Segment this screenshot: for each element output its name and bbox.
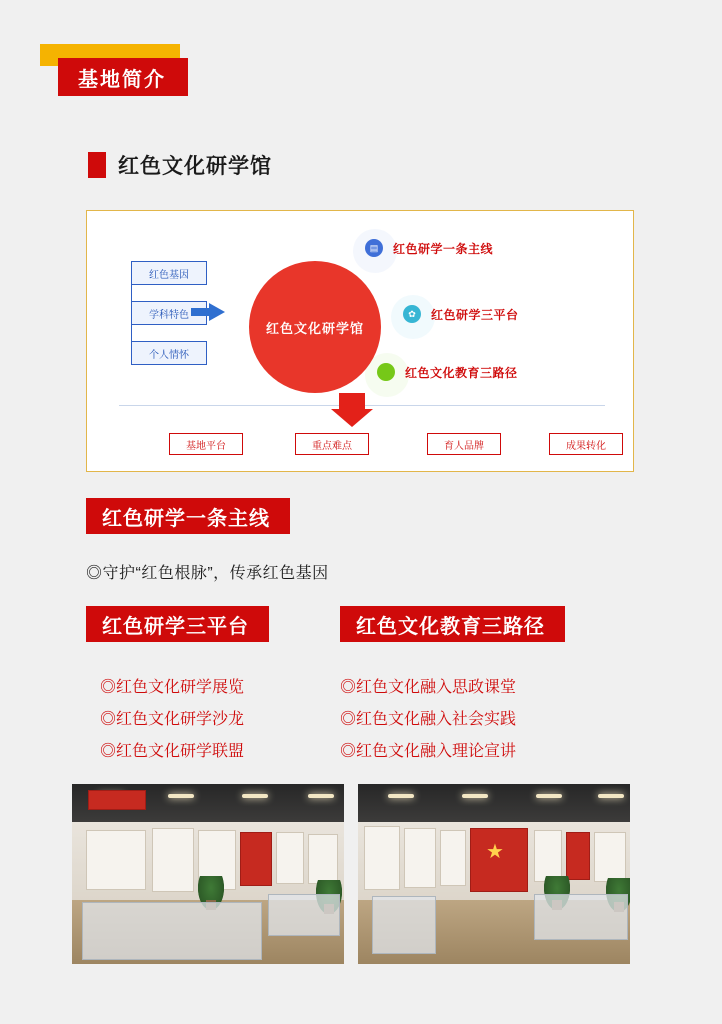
- document-icon: ▤: [365, 239, 383, 257]
- list-item: ◎红色文化融入理论宣讲: [340, 743, 517, 760]
- sub-heading-text: 红色文化研学馆: [118, 155, 272, 178]
- diagram-center-label: 红色文化研学馆: [265, 320, 364, 336]
- main-line-text: ◎守护“红色根脉”，传承红色基因: [86, 565, 329, 582]
- heading-three-platforms: [86, 606, 269, 642]
- heading-three-platforms-text: 红色研学三平台: [102, 615, 249, 638]
- blue-arrow-icon: [209, 303, 225, 321]
- exhibition-hall-photo-left: [72, 784, 344, 964]
- diagram-node-3: [377, 363, 518, 381]
- heading-main-line: [86, 498, 290, 534]
- diagram-bottom-box-4: 成果转化: [549, 433, 623, 455]
- red-block-icon: [88, 152, 106, 178]
- heading-three-paths: [340, 606, 565, 642]
- list-item: ◎红色文化研学展览: [100, 679, 245, 696]
- diagram-node-2: [403, 305, 519, 323]
- list-item: ◎红色文化研学沙龙: [100, 711, 245, 728]
- concept-diagram: [86, 210, 634, 472]
- section-title-text: 基地简介: [78, 68, 166, 91]
- diagram-node-1: [365, 239, 493, 257]
- diagram-left-box-2: 学科特色: [131, 301, 207, 325]
- leaf-icon: [377, 363, 395, 381]
- ceiling: [358, 784, 630, 822]
- list-item: ◎红色文化融入思政课堂: [340, 679, 517, 696]
- exhibition-hall-photo-right: ★: [358, 784, 630, 964]
- heading-three-paths-text: 红色文化教育三路径: [356, 615, 545, 638]
- section-title-ribbon: [58, 58, 188, 96]
- red-down-arrow-icon: [331, 393, 373, 427]
- diagram-center-circle: [249, 261, 381, 393]
- blue-arrow-tail: [191, 308, 211, 316]
- sub-heading: [88, 150, 272, 180]
- gear-icon: ✿: [403, 305, 421, 323]
- diagram-bottom-box-2: 重点难点: [295, 433, 369, 455]
- heading-main-line-text: 红色研学一条主线: [102, 507, 270, 530]
- diagram-node-1-label: 红色研学一条主线: [393, 241, 494, 256]
- diagram-left-box-3: 个人情怀: [131, 341, 207, 365]
- list-item: ◎红色文化研学联盟: [100, 743, 245, 760]
- diagram-node-3-label: 红色文化教育三路径: [405, 365, 518, 380]
- three-platforms-list: [100, 672, 244, 768]
- diagram-left-box-1: 红色基因: [131, 261, 207, 285]
- diagram-node-2-label: 红色研学三平台: [431, 307, 519, 322]
- three-paths-list: [340, 672, 516, 768]
- diagram-bottom-box-3: 育人品牌: [427, 433, 501, 455]
- list-item: ◎红色文化融入社会实践: [340, 711, 517, 728]
- diagram-bottom-box-1: 基地平台: [169, 433, 243, 455]
